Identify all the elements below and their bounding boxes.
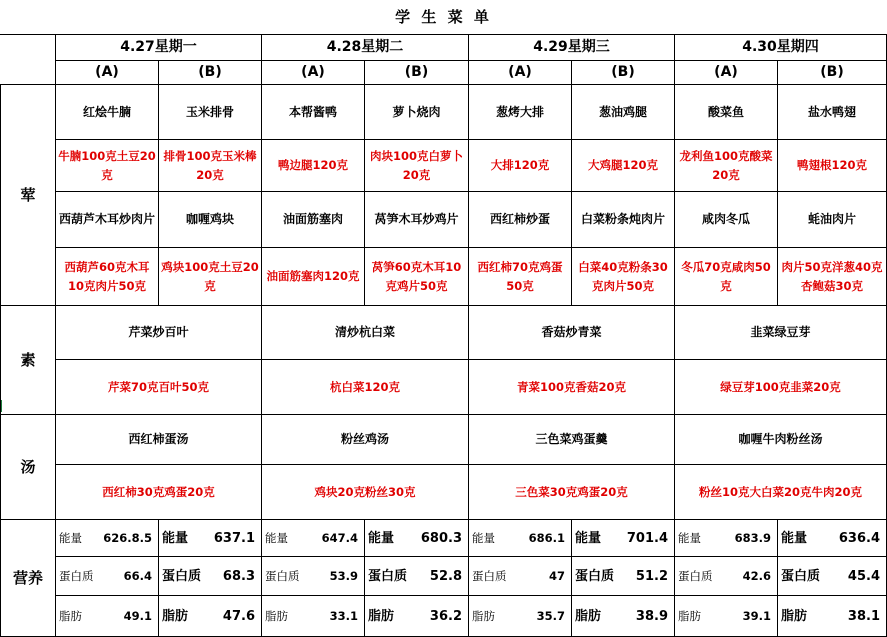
nutrition-cell: [365, 557, 469, 596]
veg-ingredients: 芹菜70克百叶50克: [56, 360, 262, 415]
nutrition-cell: [159, 596, 262, 637]
nutrition-cell: [469, 596, 572, 637]
nutrition-value: 626.8.5: [103, 530, 152, 545]
nutrition-value: 68.3: [222, 568, 255, 584]
dish-name: 葱烤大排: [469, 85, 572, 140]
nutrition-cell: [159, 557, 262, 596]
veg-dish: 芹菜炒百叶: [56, 306, 262, 360]
nutrition-label: 能量: [368, 530, 395, 546]
nutrition-value: 33.1: [329, 608, 358, 623]
nutrition-cell: [56, 557, 159, 596]
nutrition-label: 脂肪: [368, 608, 395, 624]
nutrition-value: 680.3: [420, 530, 462, 546]
dish-name: 盐水鸭翅: [778, 85, 887, 140]
nutrition-label: 能量: [472, 530, 495, 545]
category-nutrition: 营养: [0, 520, 56, 637]
nutrition-value: 51.2: [635, 568, 668, 584]
dish-name: 红烩牛腩: [56, 85, 159, 140]
dish-name: 白菜粉条炖肉片: [572, 192, 675, 248]
nutrition-label: 蛋白质: [575, 568, 615, 584]
dish-ingredients: 肉块100克白萝卜20克: [365, 140, 469, 192]
dish-ingredients: 龙利鱼100克酸菜20克: [675, 140, 778, 192]
dish-ingredients: 肉片50克洋葱40克杏鲍菇30克: [778, 248, 887, 306]
nutrition-value: 47.6: [222, 608, 255, 624]
soup-dish: 咖喱牛肉粉丝汤: [675, 415, 887, 465]
nutrition-value: 38.9: [635, 608, 668, 624]
nutrition-cell: [778, 520, 887, 557]
nutrition-label: 能量: [781, 530, 808, 546]
nutrition-value: 637.1: [213, 530, 255, 546]
soup-dish: 粉丝鸡汤: [262, 415, 469, 465]
nutrition-cell: [469, 557, 572, 596]
nutrition-label: 能量: [59, 530, 82, 545]
nutrition-cell: [675, 520, 778, 557]
veg-dish: 清炒杭白菜: [262, 306, 469, 360]
dish-name: 西红柿炒蛋: [469, 192, 572, 248]
soup-ingredients: 西红柿30克鸡蛋20克: [56, 465, 262, 520]
nutrition-value: 35.7: [536, 608, 565, 623]
menu-title: 学 生 菜 单: [0, 0, 887, 35]
veg-dish: 韭菜绿豆芽: [675, 306, 887, 360]
dish-ingredients: 莴笋60克木耳10克鸡片50克: [365, 248, 469, 306]
option-a-label: (A): [56, 61, 159, 85]
option-a-label: (A): [262, 61, 365, 85]
nutrition-value: 52.8: [429, 568, 462, 584]
dish-name: 油面筋塞肉: [262, 192, 365, 248]
veg-ingredients: 绿豆芽100克韭菜20克: [675, 360, 887, 415]
dish-name: 萝卜烧肉: [365, 85, 469, 140]
nutrition-label: 能量: [162, 530, 189, 546]
nutrition-cell: [56, 520, 159, 557]
dish-name: 咖喱鸡块: [159, 192, 262, 248]
dish-name: 玉米排骨: [159, 85, 262, 140]
nutrition-label: 蛋白质: [368, 568, 408, 584]
soup-ingredients: 鸡块20克粉丝30克: [262, 465, 469, 520]
soup-dish: 三色菜鸡蛋羹: [469, 415, 675, 465]
category-soup: 汤: [0, 415, 56, 520]
nutrition-value: 647.4: [321, 530, 358, 545]
nutrition-cell: [675, 596, 778, 637]
nutrition-value: 683.9: [734, 530, 771, 545]
nutrition-label: 蛋白质: [781, 568, 821, 584]
day-header: 4.28星期二: [262, 35, 469, 61]
dish-name: 葱油鸡腿: [572, 85, 675, 140]
nutrition-value: 636.4: [838, 530, 880, 546]
dish-ingredients: 大鸡腿120克: [572, 140, 675, 192]
nutrition-cell: [365, 596, 469, 637]
dish-name: 本帮酱鸭: [262, 85, 365, 140]
dish-ingredients: 牛腩100克土豆20克: [56, 140, 159, 192]
nutrition-cell: [675, 557, 778, 596]
nutrition-cell: [262, 596, 365, 637]
nutrition-label: 脂肪: [162, 608, 189, 624]
option-b-label: (B): [159, 61, 262, 85]
dish-ingredients: 西葫芦60克木耳10克肉片50克: [56, 248, 159, 306]
corner-blank: [0, 35, 56, 85]
soup-ingredients: 三色菜30克鸡蛋20克: [469, 465, 675, 520]
nutrition-value: 66.4: [123, 568, 152, 583]
nutrition-label: 脂肪: [575, 608, 602, 624]
nutrition-label: 蛋白质: [678, 568, 713, 583]
nutrition-label: 能量: [575, 530, 602, 546]
dish-ingredients: 油面筋塞肉120克: [262, 248, 365, 306]
option-b-label: (B): [572, 61, 675, 85]
nutrition-label: 脂肪: [59, 608, 82, 623]
dish-ingredients: 鸭边腿120克: [262, 140, 365, 192]
nutrition-label: 蛋白质: [265, 568, 300, 583]
veg-ingredients: 青菜100克香菇20克: [469, 360, 675, 415]
dish-ingredients: 冬瓜70克咸肉50克: [675, 248, 778, 306]
option-b-label: (B): [778, 61, 887, 85]
nutrition-value: 38.1: [847, 608, 880, 624]
nutrition-value: 53.9: [329, 568, 358, 583]
nutrition-label: 脂肪: [265, 608, 288, 623]
nutrition-cell: [572, 520, 675, 557]
day-header: 4.27星期一: [56, 35, 262, 61]
option-b-label: (B): [365, 61, 469, 85]
soup-ingredients: 粉丝10克大白菜20克牛肉20克: [675, 465, 887, 520]
nutrition-cell: [159, 520, 262, 557]
nutrition-value: 36.2: [429, 608, 462, 624]
option-a-label: (A): [469, 61, 572, 85]
nutrition-cell: [56, 596, 159, 637]
dish-ingredients: 鸡块100克土豆20克: [159, 248, 262, 306]
dish-ingredients: 鸭翅根120克: [778, 140, 887, 192]
nutrition-cell: [572, 596, 675, 637]
nutrition-cell: [365, 520, 469, 557]
dish-name: 酸菜鱼: [675, 85, 778, 140]
nutrition-value: 42.6: [742, 568, 771, 583]
nutrition-label: 蛋白质: [472, 568, 507, 583]
day-header: 4.29星期三: [469, 35, 675, 61]
nutrition-value: 47: [548, 568, 565, 583]
nutrition-cell: [778, 557, 887, 596]
day-header: 4.30星期四: [675, 35, 887, 61]
category-meat: 荤: [0, 85, 56, 306]
dish-name: 西葫芦木耳炒肉片: [56, 192, 159, 248]
dish-ingredients: 西红柿70克鸡蛋50克: [469, 248, 572, 306]
veg-dish: 香菇炒青菜: [469, 306, 675, 360]
nutrition-label: 脂肪: [678, 608, 701, 623]
nutrition-value: 701.4: [626, 530, 668, 546]
soup-dish: 西红柿蛋汤: [56, 415, 262, 465]
dish-ingredients: 白菜40克粉条30克肉片50克: [572, 248, 675, 306]
nutrition-label: 能量: [678, 530, 701, 545]
nutrition-label: 蛋白质: [59, 568, 94, 583]
dish-ingredients: 排骨100克玉米棒20克: [159, 140, 262, 192]
nutrition-cell: [572, 557, 675, 596]
category-veg: 素: [0, 306, 56, 415]
nutrition-value: 49.1: [123, 608, 152, 623]
nutrition-cell: [469, 520, 572, 557]
dish-name: 蚝油肉片: [778, 192, 887, 248]
nutrition-value: 45.4: [847, 568, 880, 584]
nutrition-label: 蛋白质: [162, 568, 202, 584]
nutrition-label: 脂肪: [472, 608, 495, 623]
nutrition-cell: [262, 557, 365, 596]
option-a-label: (A): [675, 61, 778, 85]
nutrition-value: 686.1: [528, 530, 565, 545]
nutrition-cell: [262, 520, 365, 557]
nutrition-label: 脂肪: [781, 608, 808, 624]
veg-ingredients: 杭白菜120克: [262, 360, 469, 415]
dish-name: 莴笋木耳炒鸡片: [365, 192, 469, 248]
nutrition-cell: [778, 596, 887, 637]
dish-ingredients: 大排120克: [469, 140, 572, 192]
nutrition-label: 能量: [265, 530, 288, 545]
dish-name: 咸肉冬瓜: [675, 192, 778, 248]
nutrition-value: 39.1: [742, 608, 771, 623]
